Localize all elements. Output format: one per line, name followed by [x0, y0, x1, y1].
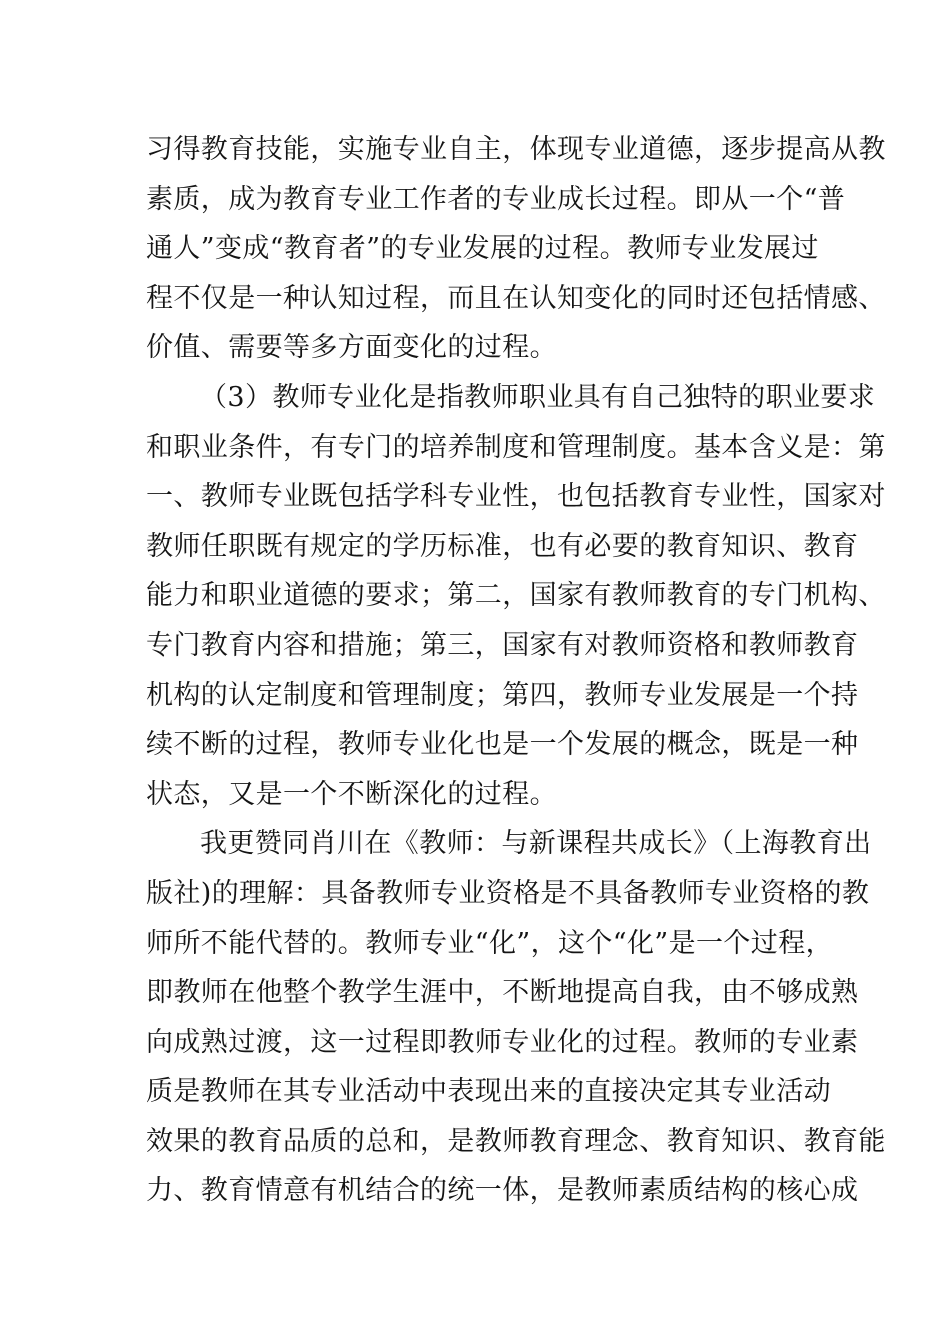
- text-line: 我更赞同肖川在《教师：与新课程共成长》（上海教育出: [200, 828, 872, 860]
- text-line: （3）教师专业化是指教师职业具有自己独特的职业要求: [200, 381, 876, 413]
- text-line: 向成熟过渡，这一过程即教师专业化的过程。教师的专业素: [146, 1026, 859, 1058]
- paragraph-3: [146, 819, 886, 1216]
- text-line: 机构的认定制度和管理制度；第四，教师专业发展是一个持: [146, 679, 859, 711]
- text-line: 即教师在他整个教学生涯中，不断地提高自我，由不够成熟: [146, 977, 859, 1009]
- text-line: 状态，又是一个不断深化的过程。: [146, 778, 557, 810]
- text-line: 价值、需要等多方面变化的过程。: [146, 332, 557, 364]
- text-line: 版社)的理解：具备教师专业资格是不具备教师专业资格的教: [146, 877, 870, 909]
- text-line: 和职业条件，有专门的培养制度和管理制度。基本含义是：第: [146, 431, 886, 463]
- text-line: 质是教师在其专业活动中表现出来的直接决定其专业活动: [146, 1076, 831, 1108]
- body-text: [146, 125, 886, 1216]
- text-line: 程不仅是一种认知过程，而且在认知变化的同时还包括情感、: [146, 282, 886, 314]
- text-line: 通人”变成“教育者”的专业发展的过程。教师专业发展过: [146, 233, 819, 265]
- text-line: 力、教育情意有机结合的统一体，是教师素质结构的核心成: [146, 1175, 859, 1207]
- text-line: 教师任职既有规定的学历标准，也有必要的教育知识、教育: [146, 530, 859, 562]
- paragraph-1: [146, 125, 886, 373]
- text-line: 一、教师专业既包括学科专业性，也包括教育专业性，国家对: [146, 481, 886, 513]
- text-line: 专门教育内容和措施；第三，国家有对教师资格和教师教育: [146, 629, 859, 661]
- text-line: 续不断的过程，教师专业化也是一个发展的概念，既是一种: [146, 729, 859, 761]
- text-line: 习得教育技能，实施专业自主，体现专业道德，逐步提高从教: [146, 134, 886, 165]
- text-line: 素质，成为教育专业工作者的专业成长过程。即从一个“普: [146, 183, 846, 215]
- text-line: 能力和职业道德的要求；第二，国家有教师教育的专门机构、: [146, 580, 886, 612]
- text-line: 师所不能代替的。教师专业“化”，这个“化”是一个过程，: [146, 927, 834, 959]
- paragraph-2: [146, 373, 886, 819]
- text-line: 效果的教育品质的总和，是教师教育理念、教育知识、教育能: [146, 1125, 886, 1157]
